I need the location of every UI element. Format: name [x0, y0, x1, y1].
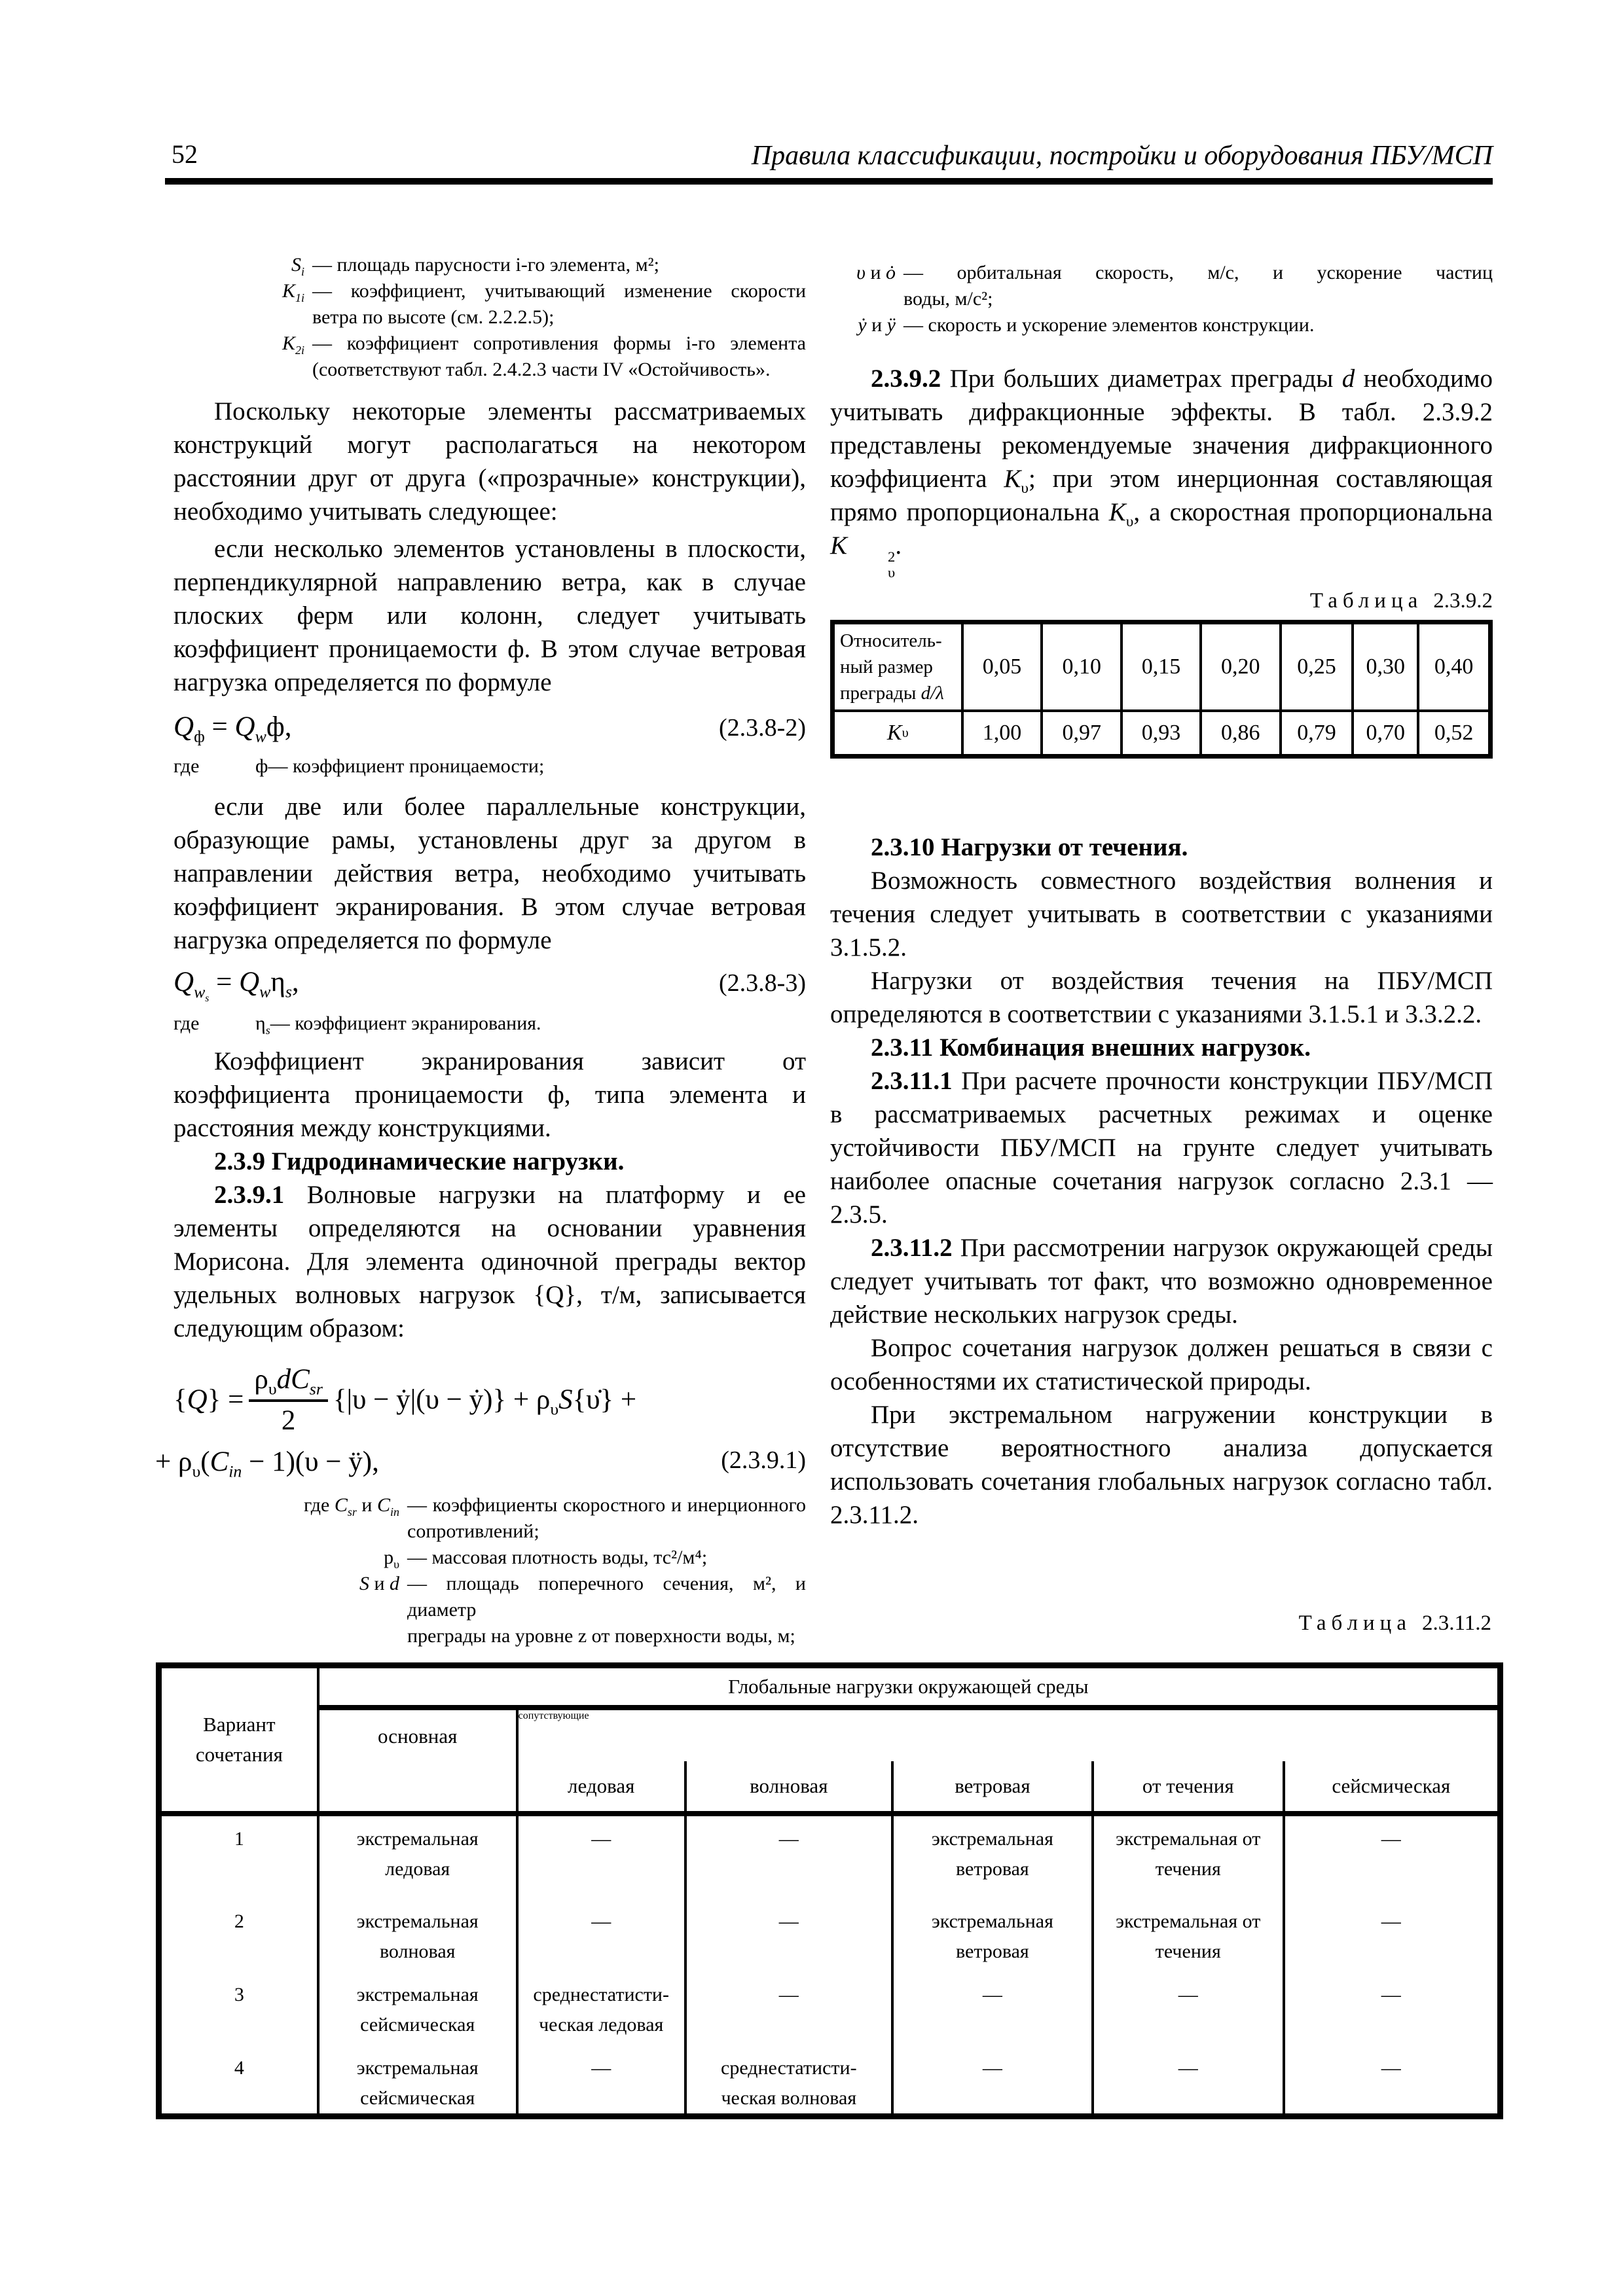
term-symbol: υ	[856, 262, 866, 283]
paragraph: если несколько элементов установлены в плоскости, перпендикулярной направлению ветра, как в случае плоских ферм или колонн, следует учитывать коэффициент проницаемости ф. В этом случае ветровая нагрузка определяется по формуле	[173, 535, 806, 696]
section-heading-2-3-9: 2.3.9 Гидродинамические нагрузки.	[214, 1147, 625, 1175]
header-wave: волновая	[687, 1761, 894, 1816]
where-word: где	[173, 1012, 200, 1034]
definition-desc: — скорость и ускорение элементов конструкции.	[903, 314, 1315, 336]
table-2-3-11-2	[156, 1662, 1503, 2119]
term-symbol: ȯ	[886, 262, 896, 283]
left-column	[155, 252, 806, 1649]
cell-line: течения	[1155, 1941, 1221, 1962]
definition-orbital-velocity	[830, 260, 1493, 312]
paragraph: Коэффициент экранирования зависит от коэффициента проницаемости ф, типа элемента и расстояния между конструкциями.	[173, 1047, 806, 1142]
cell-line: 4	[234, 2057, 244, 2079]
clause-number: 2.3.11.2	[871, 1233, 953, 1262]
clause-text: , а скоростная пропорциональна	[1133, 498, 1493, 526]
math-expression: − 1)(υ − ÿ),	[242, 1446, 379, 1477]
math-subscript: υ	[1125, 512, 1134, 530]
math-symbol: Q	[173, 711, 194, 742]
clause-text: При больших диаметрах преграды	[941, 365, 1342, 393]
where-symbol	[255, 1011, 270, 1037]
table-cell-value: 0,86	[1202, 712, 1282, 754]
clause-text: При рассмотрении нагрузок окружающей среды следует учитывать тот факт, что возможно одновременное действие нескольких нагрузок среды.	[830, 1233, 1493, 1329]
header-math: d/λ	[921, 682, 944, 704]
math-operator: =	[204, 711, 235, 742]
equation-number: (2.3.8-2)	[719, 714, 806, 742]
desc-line: — орбитальная скорость, м/с, и ускорение частиц	[903, 262, 1493, 283]
term-symbol: S	[291, 254, 301, 276]
math-symbol: Q	[234, 711, 255, 742]
paragraph: Поскольку некоторые элементы рассматриваемых конструкций могут располагаться на некотором расстоянии друг от друга («прозрачные» конструкции), необходимо учитывать следующее:	[173, 397, 806, 526]
clause-text: .	[895, 531, 902, 560]
cell-line: ветровая	[956, 1941, 1029, 1962]
formula-body	[173, 711, 719, 746]
cell-ice	[519, 2045, 687, 2113]
table-cell-value: 0,52	[1434, 720, 1474, 745]
definition-term	[173, 331, 304, 383]
term-text: и	[866, 314, 887, 336]
header-line: сочетания	[195, 1743, 283, 1766]
formula-body	[173, 966, 719, 1004]
cell-line: сейсмическая	[360, 2014, 475, 2036]
wind-coefficient-definitions	[173, 252, 806, 383]
where-symbol: ф	[255, 755, 268, 777]
desc-line: преграды на уровне z от поверхности воды, м;	[407, 1624, 795, 1647]
header-line: ный размер	[840, 656, 933, 677]
table-col-value: 0,30	[1354, 624, 1419, 712]
header-text: преграды	[840, 682, 921, 704]
formula-2-3-8-2	[173, 711, 806, 746]
definition-si	[173, 252, 806, 278]
where-word: где	[173, 755, 200, 777]
cell-wind	[894, 2045, 1094, 2113]
math-brace: {	[173, 1384, 187, 1416]
cell-wind	[894, 1816, 1094, 1899]
math-symbol: ф,	[266, 711, 292, 742]
cell-variant	[162, 2045, 319, 2113]
math-subscript: ф	[194, 726, 205, 746]
desc-line: ветра по высоте (см. 2.2.2.5);	[312, 306, 555, 328]
cell-ice	[519, 1972, 687, 2045]
math-supsub	[847, 549, 895, 579]
math-subscript: s	[205, 992, 210, 1004]
cell-line: экстремальная	[931, 1828, 1053, 1850]
cell-variant	[162, 1972, 319, 2045]
term-symbol: p	[384, 1546, 394, 1568]
cell-line: —	[778, 1828, 799, 1850]
definition-desc: — массовая плотность воды, тс²/м⁴;	[407, 1546, 708, 1568]
header-rule	[165, 178, 1493, 185]
definition-term	[830, 312, 896, 338]
definition-s-d	[173, 1571, 806, 1649]
clause-text: При расчете прочности конструкции ПБУ/МСП в рассматриваемых расчетных режимах и оценке устойчивости ПБУ/МСП на грунте следует учитывать наиболее опасные сочетания нагрузок согласно 2.3.1 — 2.3.5.	[830, 1066, 1493, 1229]
section-heading-2-3-11: 2.3.11 Комбинация внешних нагрузок.	[871, 1033, 1311, 1062]
table-cell-value: 0,93	[1123, 712, 1202, 754]
running-title: Правила классификации, постройки и оборудования ПБУ/МСП	[751, 141, 1493, 171]
math-symbol: ρ	[254, 1363, 268, 1395]
term-subscript: 1i	[295, 291, 304, 304]
math-subscript: υ	[192, 1462, 201, 1481]
clause-text: необходимо учитывать дифракционные эффекты. В табл. 2.3.9.2 представлены рекомендуемые значения дифракционного коэффициента	[830, 365, 1493, 493]
table-row	[162, 2045, 1497, 2113]
cell-line: ческая ледовая	[539, 2014, 664, 2036]
math-symbol: C	[210, 1446, 229, 1477]
cell-line: ледовая	[385, 1858, 450, 1880]
definition-csr-cin	[173, 1492, 806, 1545]
term-subscript: υ	[393, 1557, 399, 1571]
definition-desc	[399, 1571, 806, 1649]
fraction-denominator: 2	[249, 1399, 328, 1437]
header-accompanying: сопутствующие	[518, 1710, 589, 1721]
paragraph: если две или более параллельные конструкции, образующие рамы, установлены друг за другом в направлении действия ветра, необходимо учитывать коэффициент экранирования. В этом случае ветровая нагрузка определяется по формуле	[173, 793, 806, 954]
cell-line: экстремальная	[356, 1828, 479, 1850]
term-symbol: C	[376, 1494, 390, 1516]
cell-seismic	[1285, 1899, 1497, 1972]
section-heading-2-3-10: 2.3.10 Нагрузки от течения.	[871, 833, 1188, 861]
right-column	[830, 249, 1493, 1532]
cell-seismic	[1285, 1816, 1497, 1899]
cell-wave	[687, 1899, 894, 1972]
term-subscript: in	[390, 1505, 399, 1518]
table-cell-value: 0,70	[1354, 712, 1419, 754]
cell-current	[1094, 1972, 1285, 2045]
math-symbol: d	[1341, 365, 1355, 393]
definition-term	[173, 1571, 399, 1649]
cell-line: —	[1381, 1910, 1401, 1932]
header-main: основная	[319, 1710, 519, 1816]
cell-main	[319, 1899, 519, 1972]
clause-number: 2.3.9.1	[214, 1180, 285, 1209]
definition-k1i	[173, 278, 806, 331]
table-cell-value: 1,00	[964, 712, 1044, 754]
definition-k2i	[173, 331, 806, 383]
math-operator: } =	[207, 1384, 244, 1416]
cell-line: —	[1178, 1984, 1198, 2005]
term-subscript: sr	[347, 1505, 357, 1518]
where-text: — коэффициент проницаемости;	[268, 755, 545, 777]
table-col-value: 0,40	[1419, 624, 1488, 712]
definition-term	[173, 278, 304, 331]
header-line: Относитель-	[840, 630, 942, 651]
cell-line: —	[1381, 2057, 1401, 2079]
term-text: и	[865, 262, 886, 283]
table-header-relative-size	[835, 624, 964, 712]
cell-line: —	[982, 1984, 1002, 2005]
math-symbol: K	[886, 720, 902, 745]
math-subscript: υ	[268, 1379, 277, 1399]
math-symbol: η	[270, 967, 285, 997]
table-col-value: 0,15	[1123, 624, 1202, 712]
cell-line: экстремальная	[356, 1910, 479, 1932]
clause-number: 2.3.11.1	[871, 1066, 953, 1095]
math-symbol: K	[1108, 498, 1126, 526]
where-word: где	[303, 1494, 335, 1516]
cell-line: экстремальная	[356, 2057, 479, 2079]
desc-line: (соответствуют табл. 2.4.2.3 части IV «Остойчивость».	[312, 359, 771, 380]
table-col-value: 0,20	[1202, 624, 1282, 712]
clause-text: Волновые нагрузки на платформу и ее элементы определяются на основании уравнения Морисона. Для элемента одиночной преграды вектор удельных волновых нагрузок {Q}, т/м, записывается следующим образом:	[173, 1180, 806, 1342]
math-subscript: s	[285, 982, 292, 1001]
math-subscript: υ	[888, 564, 896, 581]
cell-wind	[894, 1972, 1094, 2045]
formula-line-2	[155, 1446, 806, 1481]
clause-text: ; при этом инерционная составляющая прямо пропорциональна	[830, 465, 1493, 526]
paragraph-2-3-11-1	[830, 1064, 1493, 1231]
math-symbol: S	[558, 1384, 573, 1416]
math-subscript: w	[255, 726, 266, 746]
term-symbol: C	[334, 1494, 348, 1516]
table-label-number: 2.3.9.2	[1433, 588, 1493, 613]
desc-line: — коэффициент сопротивления формы i-го элемента	[312, 332, 806, 354]
cell-line: —	[982, 2057, 1002, 2079]
formula-line-1	[173, 1363, 806, 1437]
definition-term	[830, 260, 896, 312]
cell-line: —	[591, 2057, 611, 2079]
where-clause	[173, 1011, 806, 1037]
clause-number: 2.3.9.2	[871, 365, 941, 393]
table-row	[162, 1816, 1497, 1899]
cell-line: —	[1381, 1828, 1401, 1850]
paragraph: При экстремальном нагружении конструкции в отсутствие вероятностного анализа допускается использовать сочетания глобальных нагрузок согласно табл. 2.3.11.2.	[830, 1400, 1493, 1529]
math-subscript: sr	[309, 1379, 323, 1399]
cell-main	[319, 1816, 519, 1899]
math-subscript: w	[194, 982, 206, 1001]
desc-line: — площадь поперечного сечения, м², и диаметр	[407, 1572, 806, 1621]
cell-line: экстремальная от	[1116, 1910, 1261, 1932]
table-2-3-9-2	[830, 620, 1493, 759]
cell-line: ветровая	[956, 1858, 1029, 1880]
math-expression: {|υ − ẏ|(υ − ẏ)} + ρ	[333, 1384, 551, 1416]
definition-desc: — площадь парусности i-го элемента, м²;	[312, 254, 659, 276]
math-symbol: K	[1004, 465, 1021, 493]
term-symbol: K	[282, 280, 295, 302]
cell-ice	[519, 1816, 687, 1899]
header-line	[840, 680, 958, 706]
term-symbol: ẏ	[858, 314, 867, 336]
definition-desc	[304, 331, 806, 383]
cell-line: —	[1178, 2057, 1198, 2079]
cell-line: сейсмическая	[360, 2087, 475, 2109]
paragraph: Возможность совместного воздействия волнения и течения следует учитывать в соответствии с указаниями 3.1.5.2.	[830, 866, 1493, 961]
term-symbol: ÿ	[886, 314, 896, 336]
table-label-word: Таблица	[1298, 1611, 1412, 1635]
paragraph: Нагрузки от воздействия течения на ПБУ/МСП определяются в соответствии с указаниями 3.1.5.1 и 3.3.2.2.	[830, 966, 1493, 1028]
desc-line: воды, м/с²;	[903, 288, 993, 310]
math-subscript: υ	[550, 1399, 559, 1419]
definition-desc	[399, 1492, 806, 1545]
equation-number: (2.3.8-3)	[719, 969, 806, 997]
math-symbol: K	[830, 531, 848, 560]
term-symbol: S	[359, 1572, 369, 1594]
cell-line: среднестатисти-	[533, 1984, 669, 2005]
header-current: от течения	[1094, 1761, 1285, 1816]
cell-line: —	[591, 1828, 611, 1850]
equation-number: (2.3.9.1)	[721, 1446, 806, 1474]
paragraph-2-3-11-2	[830, 1231, 1493, 1331]
table-col-value: 0,10	[1043, 624, 1123, 712]
math-subscript: υ	[1021, 479, 1029, 497]
math-symbol: Q	[173, 967, 194, 997]
cell-line: ческая волновая	[721, 2087, 857, 2109]
table-label-number: 2.3.11.2	[1421, 1611, 1491, 1635]
cell-line: 1	[234, 1828, 244, 1850]
math-subscript: in	[228, 1462, 242, 1481]
desc-line: — коэффициенты скоростного и инерционного	[407, 1494, 806, 1516]
definition-term	[173, 252, 304, 278]
formula-2-3-9-1	[155, 1363, 806, 1481]
definition-desc	[896, 260, 1493, 312]
cell-line: течения	[1155, 1858, 1221, 1880]
math-expression: + ρ	[155, 1446, 192, 1477]
formula-2-3-8-3	[173, 966, 806, 1004]
fraction-numerator	[249, 1363, 328, 1399]
table-row	[162, 1972, 1497, 2045]
header-seismic: сейсмическая	[1285, 1761, 1497, 1816]
cell-line: —	[778, 1910, 799, 1932]
math-operator: =	[209, 967, 240, 997]
where-text: — коэффициент экранирования.	[270, 1012, 541, 1034]
cell-line: 2	[234, 1910, 244, 1932]
table-row	[162, 1899, 1497, 1972]
term-text: и	[369, 1572, 390, 1594]
definition-rho	[173, 1545, 806, 1571]
header-variant	[162, 1668, 319, 1816]
table-col-value: 0,05	[964, 624, 1044, 712]
term-symbol: K	[282, 332, 295, 354]
cell-line: —	[1381, 1984, 1401, 2005]
header-global-loads: Глобальные нагрузки окружающей среды	[319, 1668, 1497, 1710]
paragraph: Вопрос сочетания нагрузок должен решаться в связи с особенностями их статистической природы.	[830, 1333, 1493, 1395]
cell-wave	[687, 1816, 894, 1899]
table-row-kv-label: K υ	[835, 712, 964, 754]
math-expression: {υ̇} +	[572, 1384, 637, 1416]
table-label-word: Таблица	[1309, 588, 1423, 613]
cell-current	[1094, 2045, 1285, 2113]
math-symbol: dC	[276, 1363, 310, 1395]
cell-line: экстремальная	[356, 1984, 479, 2005]
math-lhs	[173, 1384, 244, 1416]
header-wind: ветровая	[894, 1761, 1094, 1816]
paragraph-2-3-9-2	[830, 362, 1493, 580]
cell-line: 3	[234, 1984, 244, 2005]
paragraph-2-3-9-1	[173, 1178, 806, 1345]
term-subscript: i	[301, 265, 304, 278]
cell-main	[319, 2045, 519, 2113]
cell-seismic	[1285, 2045, 1497, 2113]
math-expression: (	[200, 1446, 210, 1477]
math-terms	[333, 1384, 637, 1419]
velocity-definitions	[830, 260, 1493, 338]
term-subscript: 2i	[295, 344, 304, 357]
cell-line: —	[778, 1984, 799, 2005]
cell-line: экстремальная	[931, 1910, 1053, 1932]
term-symbol: d	[390, 1572, 399, 1594]
cell-variant	[162, 1899, 319, 1972]
math-subscript: w	[259, 982, 271, 1001]
page-number: 52	[172, 139, 198, 169]
header-line: Вариант	[203, 1713, 276, 1736]
math-symbol: η	[255, 1012, 266, 1034]
table-cell-value: 0,97	[1043, 712, 1123, 754]
desc-line: — коэффициент, учитывающий изменение скорости	[312, 280, 806, 302]
cell-line: экстремальная от	[1116, 1828, 1261, 1850]
definition-structure-velocity	[830, 312, 1493, 338]
definition-term	[173, 1545, 399, 1571]
cell-line: волновая	[379, 1941, 456, 1962]
cell-current	[1094, 1899, 1285, 1972]
table-cell-value: 0,79	[1282, 712, 1355, 754]
math-symbol: ,	[291, 967, 299, 997]
desc-line: сопротивлений;	[407, 1520, 539, 1542]
where-clause	[173, 753, 806, 780]
cell-variant	[162, 1816, 319, 1899]
cell-ice	[519, 1899, 687, 1972]
table-2-3-11-2-label	[156, 1611, 1491, 1636]
table-2-3-9-2-label	[830, 589, 1493, 613]
cell-wave	[687, 2045, 894, 2113]
math-symbol: Q	[187, 1384, 208, 1416]
cell-seismic	[1285, 1972, 1497, 2045]
cell-wind	[894, 1899, 1094, 1972]
math-symbol: Q	[239, 967, 260, 997]
cell-current	[1094, 1816, 1285, 1899]
cell-line: —	[591, 1910, 611, 1932]
header-ice: ледовая	[519, 1761, 687, 1816]
table-col-value: 0,25	[1282, 624, 1355, 712]
term-text: и	[356, 1494, 377, 1516]
cell-line: среднестатисти-	[721, 2057, 857, 2079]
math-subscript: s	[265, 1023, 270, 1037]
definition-term	[173, 1492, 399, 1545]
cell-main	[319, 1972, 519, 2045]
math-superscript: 2	[888, 548, 896, 565]
definition-desc	[304, 278, 806, 331]
fraction	[249, 1363, 328, 1437]
cell-wave	[687, 1972, 894, 2045]
